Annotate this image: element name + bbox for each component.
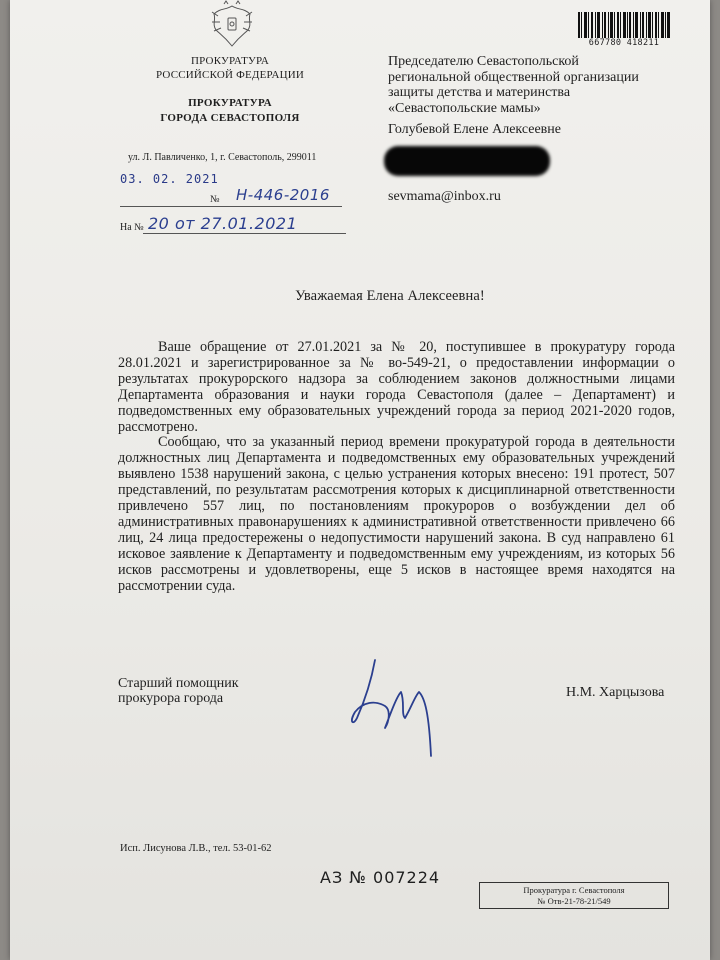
- office-line-1: ПРОКУРАТУРА: [188, 97, 272, 109]
- recipient-line-3: защиты детства и материнства: [388, 85, 571, 100]
- stamp-line-1: Прокуратура г. Севастополя: [523, 885, 625, 895]
- signer-title-line-1: Старший помощник: [118, 676, 239, 691]
- recipient-block: [388, 54, 688, 116]
- number-label: №: [210, 194, 220, 205]
- recipient-name: Голубевой Елене Алексеевне: [388, 122, 561, 137]
- coat-of-arms-emblem-icon: [204, 0, 260, 52]
- incoming-reference: 20 от 27.01.2021: [148, 214, 298, 233]
- recipient-line-2: региональной общественной организации: [388, 69, 639, 85]
- barcode-icon: [578, 12, 670, 38]
- body-paragraph-2: Сообщаю, что за указанный период времени прокуратурой города в деятельности должностных лиц Департамента и подведомственных ему образовательных учреждений выявлено 1538 нарушений закона, с целью устранения которых внесено: 191 протест, 507 представлений, по результатам рассмотрения которых к дисциплинарной ответственности привлечено 557 лиц, по постановлениям прокуроров о возбуждении дел об административных правонарушениях к административной ответственности привлечено 66 лиц, 24 лица предостережены о недопустимости нарушений закона. В суд направлено 61 исковое заявление к Департаменту и подведомственным ему учреждениям, из которых 56 исков рассмотрены и удовлетворены, еще 5 исков в настоящее время находятся на рассмотрении суда.: [118, 434, 675, 594]
- barcode-number: 667780 418211: [588, 38, 660, 48]
- recipient-email: sevmama@inbox.ru: [388, 189, 501, 204]
- letter-page: [10, 0, 710, 960]
- reply-label: На №: [120, 222, 144, 233]
- redacted-address: [384, 146, 550, 176]
- recipient-line-4: «Севастопольские мамы»: [388, 100, 541, 116]
- stamp-line-2: № Отв-21-78-21/549: [537, 896, 611, 906]
- executor-info: Исп. Лисунова Л.В., тел. 53-01-62: [120, 843, 272, 854]
- sender-office: [140, 96, 320, 126]
- body-paragraph-1: Ваше обращение от 27.01.2021 за № 20, поступившее в прокуратуру города 28.01.2021 и зарегистрированное за № во-549-21, о предоставлении информации о результатах прокурорского надзора за соблюдением законов должностными лицами Департамента образования и науки города Севастополя (далее – Департамент) и подведомственных ему образовательных учреждений города за период 2021-2020 годов, рассмотрено.: [118, 339, 675, 435]
- greeting: Уважаемая Елена Алексеевна!: [295, 288, 485, 304]
- date-stamp: 03. 02. 2021: [120, 172, 219, 186]
- outgoing-number: Н-446-2016: [236, 186, 330, 204]
- org-line-2: РОССИЙСКОЙ ФЕДЕРАЦИИ: [155, 69, 305, 81]
- sender-address: ул. Л. Павличенко, 1, г. Севастополь, 299011: [128, 152, 317, 163]
- office-line-2: ГОРОДА СЕВАСТОПОЛЯ: [160, 112, 300, 124]
- reference-underline: [143, 233, 346, 234]
- signer-name: Н.М. Харцызова: [566, 685, 665, 700]
- handwritten-signature-icon: [345, 652, 445, 762]
- letter-body: [118, 340, 675, 595]
- org-line-1: ПРОКУРАТУРА: [190, 55, 270, 67]
- sender-organization: [140, 54, 320, 82]
- form-serial-number: АЗ № 007224: [320, 868, 441, 887]
- recipient-line-1: Председателю Севастопольской: [388, 54, 579, 69]
- signer-title: [118, 676, 239, 706]
- number-underline: [120, 206, 342, 207]
- registration-stamp: [479, 882, 669, 909]
- signer-title-line-2: прокурора города: [118, 691, 224, 706]
